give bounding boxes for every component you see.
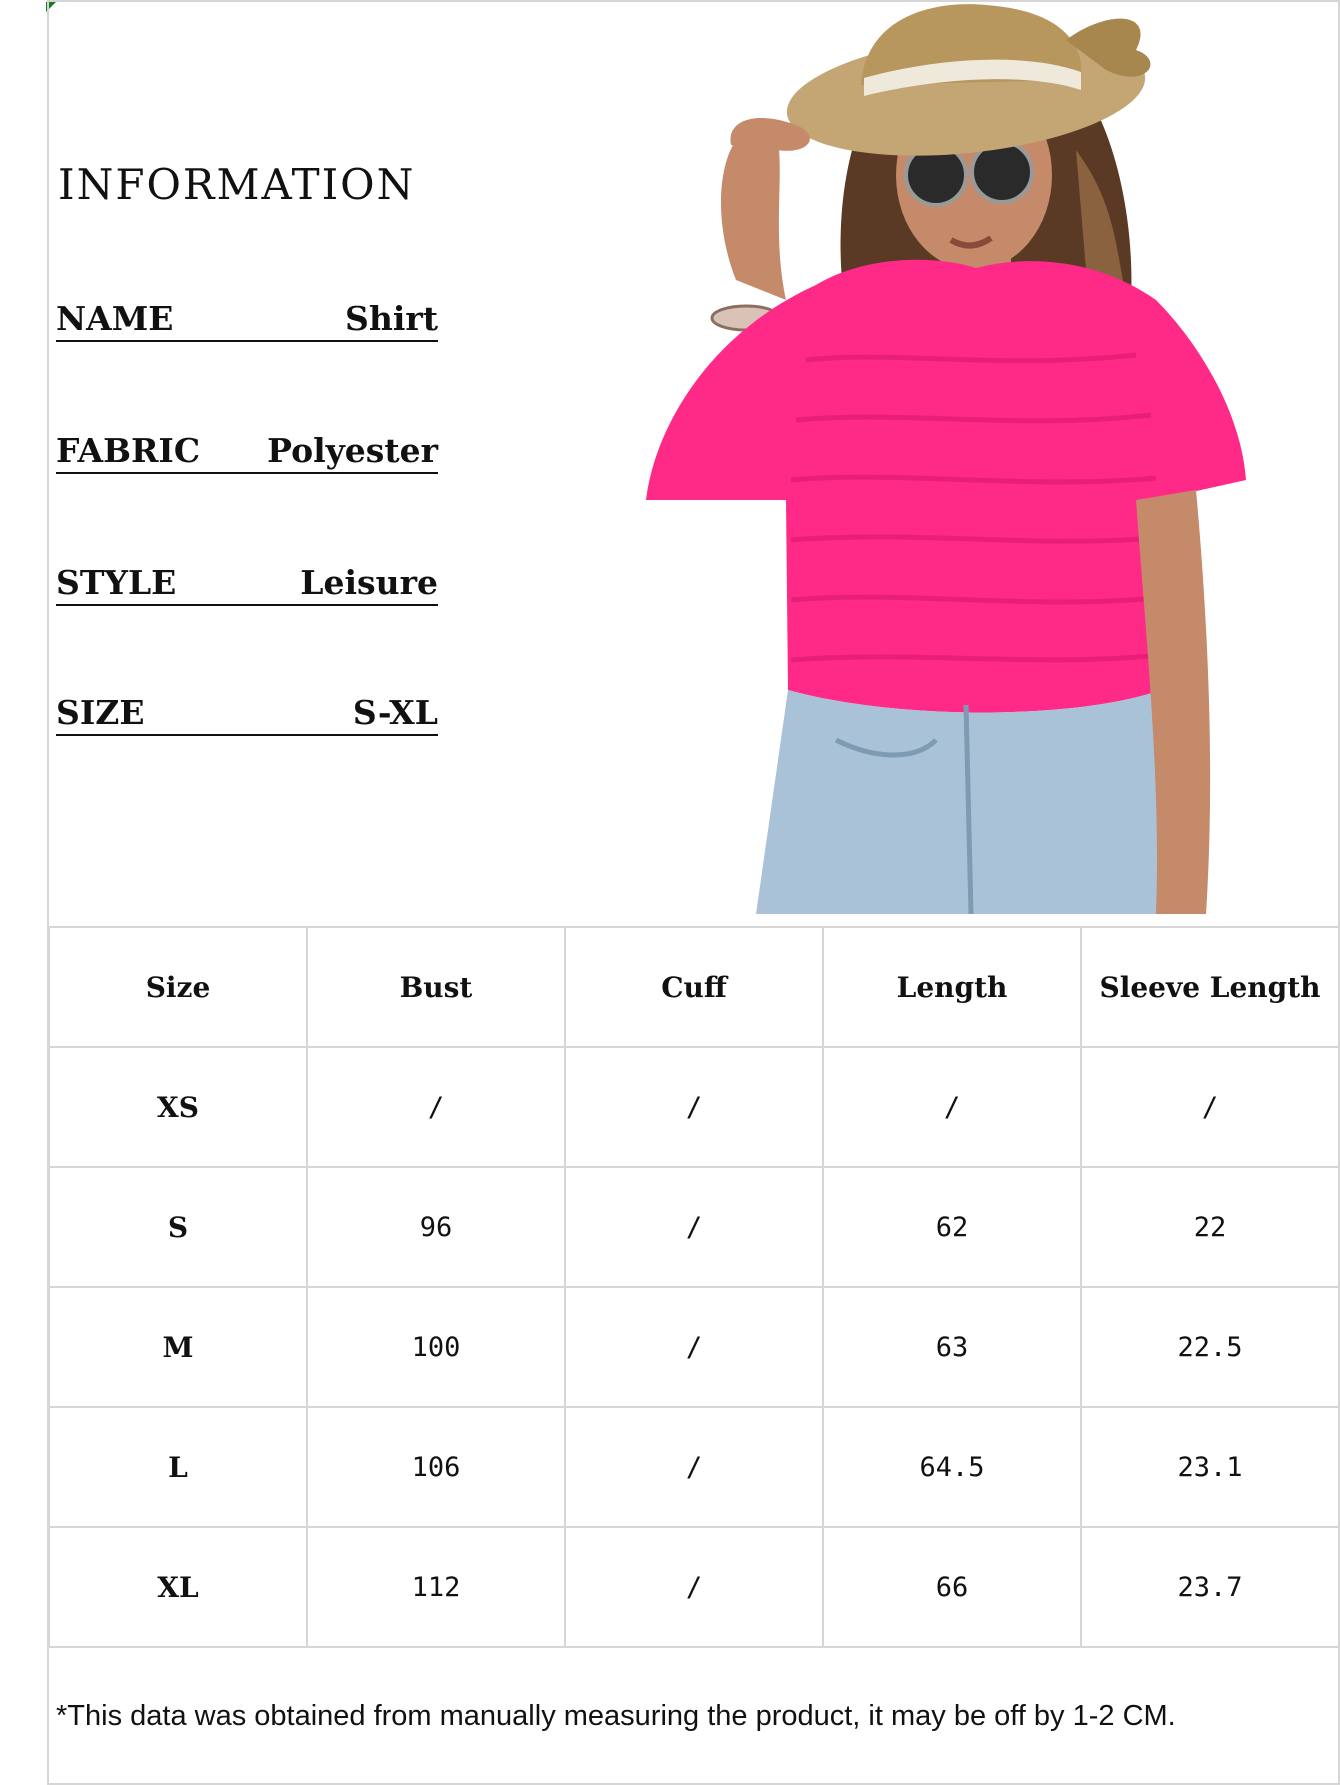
table-row (49, 1047, 1339, 1167)
info-value: Polyester (267, 431, 438, 470)
cell-size: L (49, 1407, 307, 1527)
info-value: Shirt (345, 299, 438, 338)
info-value: Leisure (300, 563, 438, 602)
cell-bust: 100 (307, 1287, 565, 1407)
cell-cuff: / (565, 1167, 823, 1287)
cell-length: 64.5 (823, 1407, 1081, 1527)
cell-length: 63 (823, 1287, 1081, 1407)
table-header-row (49, 927, 1339, 1047)
info-title: INFORMATION (58, 160, 416, 209)
info-label: STYLE (56, 563, 177, 602)
cell-cuff: / (565, 1407, 823, 1527)
cell-size: XL (49, 1527, 307, 1647)
info-label: NAME (56, 299, 174, 338)
cell-bust: 106 (307, 1407, 565, 1527)
cell-sleeve-length: 23.1 (1081, 1407, 1339, 1527)
cell-sleeve-length: / (1081, 1047, 1339, 1167)
col-header-length: Length (823, 927, 1081, 1047)
col-header-bust: Bust (307, 927, 565, 1047)
cell-bust: / (307, 1047, 565, 1167)
info-value: S-XL (352, 693, 438, 732)
product-photo (636, 0, 1256, 914)
cell-sleeve-length: 22 (1081, 1167, 1339, 1287)
cell-cuff: / (565, 1527, 823, 1647)
measurement-note: *This data was obtained from manually measuring the product, it may be off by 1-2 CM. (56, 1700, 1176, 1732)
size-table (48, 926, 1340, 1648)
info-label: FABRIC (56, 431, 201, 470)
col-header-size: Size (49, 927, 307, 1047)
cell-cuff: / (565, 1287, 823, 1407)
cell-bust: 96 (307, 1167, 565, 1287)
cell-sleeve-length: 22.5 (1081, 1287, 1339, 1407)
col-header-sleeve-length: Sleeve Length (1081, 927, 1339, 1047)
table-row (49, 1527, 1339, 1647)
col-header-cuff: Cuff (565, 927, 823, 1047)
info-row-name (56, 290, 438, 342)
info-row-style (56, 554, 438, 606)
cell-size: M (49, 1287, 307, 1407)
cell-cuff: / (565, 1047, 823, 1167)
arm-raised (721, 130, 786, 300)
cell-bust: 112 (307, 1527, 565, 1647)
info-row-fabric (56, 422, 438, 474)
cell-length: / (823, 1047, 1081, 1167)
table-row (49, 1287, 1339, 1407)
cell-size: XS (49, 1047, 307, 1167)
info-label: SIZE (56, 693, 145, 732)
table-row (49, 1167, 1339, 1287)
cell-sleeve-length: 23.7 (1081, 1527, 1339, 1647)
table-row (49, 1407, 1339, 1527)
cell-size: S (49, 1167, 307, 1287)
cell-length: 66 (823, 1527, 1081, 1647)
info-row-size (56, 684, 438, 736)
cell-length: 62 (823, 1167, 1081, 1287)
